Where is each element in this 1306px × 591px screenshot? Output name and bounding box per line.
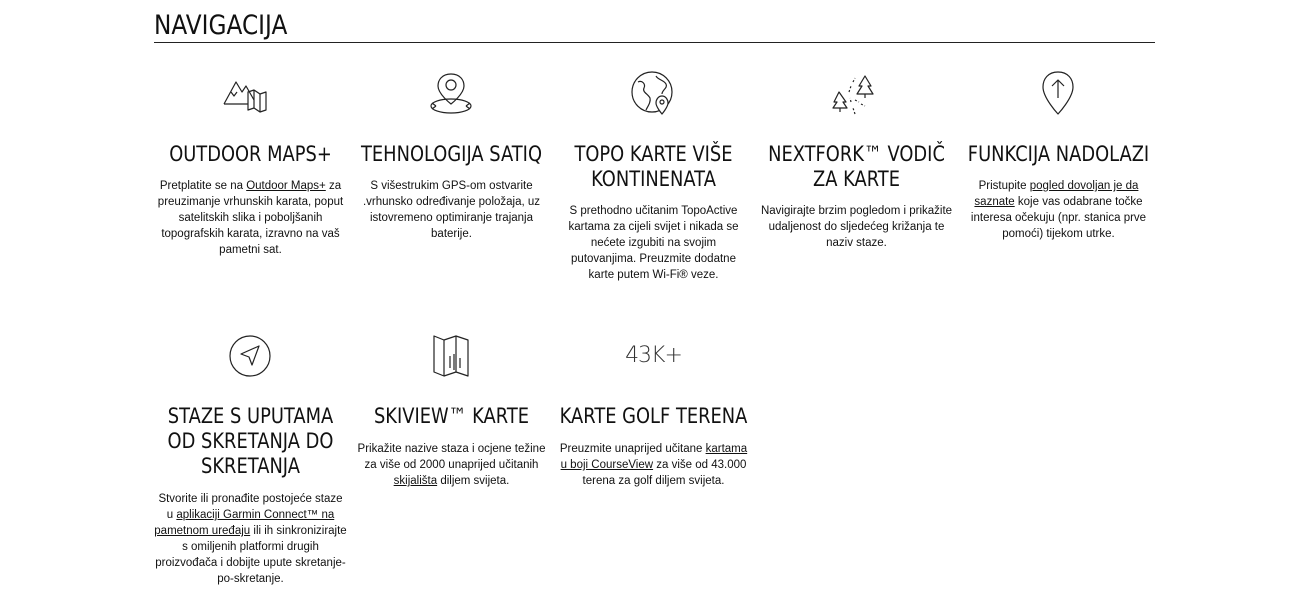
feature-description: S višestrukim GPS-om ostvarite .vrhunsko određivanje položaja, uz istovremeno optimiranje trajanja baterije. [362, 180, 541, 240]
feature-description: S prethodno učitanim TopoActive kartama za cijeli svijet i nikada se nećete izgubiti na svojim putovanjima. Preuzmite dodatne karte putem Wi-Fi® veze. [568, 205, 739, 281]
feature-description: Navigirajte brzim pogledom i prikažite udaljenost do sljedećeg križanja te naziv staze. [760, 205, 953, 249]
feature-card-skiview [355, 332, 548, 532]
navigation-arrow-icon [225, 332, 275, 380]
feature-title: STAZE S UPUTAMA OD SKRETANJA DO SKRETANJA [167, 404, 334, 478]
ski-resorts-link[interactable]: skijališta [393, 475, 438, 487]
feature-card-turn-by-turn [154, 332, 347, 591]
feature-title: OUTDOOR MAPS+ [169, 142, 332, 166]
feature-card-outdoor-maps [154, 70, 347, 270]
feature-description: Pretplatite se na Outdoor Maps+ za preuzimanje vrhunskih karata, poput satelitskih slika i poboljšanih topografskih karata, izravno na vaš pametni sat. [157, 180, 344, 256]
globe-pin-icon [628, 70, 678, 118]
section-title: NAVIGACIJA [154, 10, 288, 41]
mountain-map-icon [220, 70, 280, 118]
feature-card-topo-maps [557, 70, 750, 290]
feature-description: Prikažite nazive staza i ocjene težine za više od 2000 unaprijed učitanih skijališta diljem svijeta. [357, 443, 546, 487]
title-divider [154, 42, 1155, 43]
feature-title: NEXTFORK™ VODIČ ZA KARTE [768, 142, 945, 191]
feature-title: KARTE GOLF TERENA [559, 404, 748, 428]
feature-card-nextfork [760, 70, 953, 270]
navigation-section [154, 0, 1155, 591]
trail-fork-icon [831, 70, 881, 118]
feature-description: Preuzmite unaprijed učitane kartama u boji CourseView za više od 43.000 terena za golf diljem svijeta. [559, 443, 748, 487]
feature-card-satiq [355, 70, 548, 270]
up-arrow-pin-icon [1033, 70, 1083, 118]
feature-title: TEHNOLOGIJA SATIQ [360, 142, 542, 166]
outdoor-maps-link[interactable]: Outdoor Maps+ [246, 180, 326, 192]
ski-map-icon [426, 332, 476, 380]
feature-description: Pristupite pogled dovoljan je da saznate koje vas odabrane točke interesa očekuju (npr. stanica prve pomoći) tijekom utrke. [970, 180, 1147, 240]
feature-description: Stvorite ili pronađite postojeće staze u aplikaciji Garmin Connect™ na pametnom uređaju ili ih sinkronizirajte s omiljenih platformi drugih proizvođača i dobijte upute skretanje-po-skretanje. [154, 493, 347, 585]
feature-title: FUNKCIJA NADOLAZI [967, 142, 1150, 166]
feature-card-upcoming [962, 70, 1155, 270]
upcoming-feature-link[interactable]: pogled dovoljan je da saznate [974, 180, 1139, 208]
feature-card-golf [557, 332, 750, 532]
location-pin-icon [426, 70, 476, 118]
feature-title: SKIVIEW™ KARTE [373, 404, 530, 428]
courseview-link[interactable]: kartama u boji CourseView [560, 443, 748, 471]
golf-count-icon: 43K+ [625, 343, 682, 368]
feature-title: TOPO KARTE VIŠE KONTINENATA [574, 142, 733, 191]
garmin-connect-link[interactable]: aplikaciji Garmin Connect™ na pametnom uređaju [154, 509, 335, 537]
